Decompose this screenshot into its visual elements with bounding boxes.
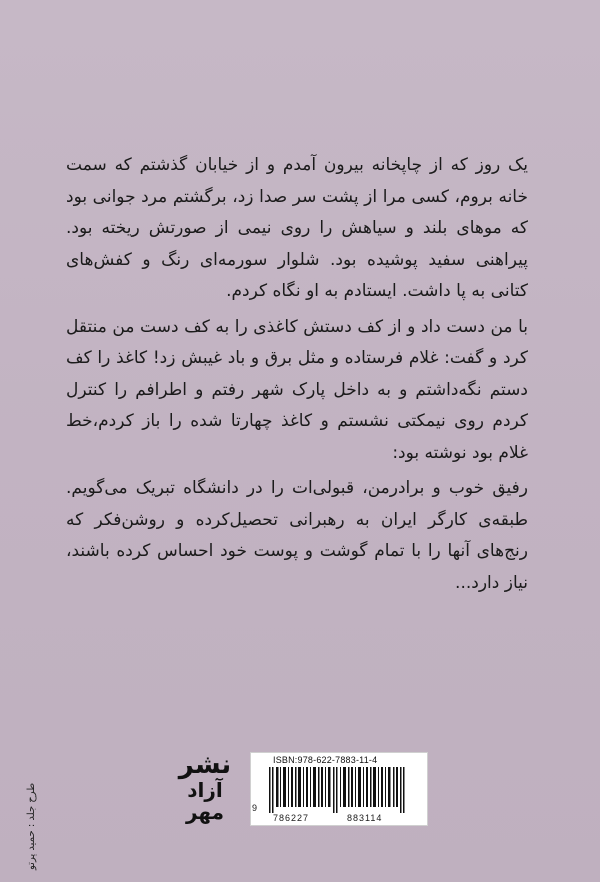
publisher-logo-line-1: نشر <box>178 750 232 780</box>
blurb-paragraph-1: یک روز که از چاپخانه بیرون آمدم و از خیابان گذشتم که سمت خانه بروم، کسی مرا از پشت سر صدا زد، برگشتم مرد جوانی بود که موهای بلند و سیاهش را روی نیمی از صورتش ریخته بود. پیراهنی سفید پوشیده بود. شلوار سورمه‌ای رنگ و کفش‌های کتانی به پا داشت. ایستادم به او نگاه کردم. <box>66 155 528 301</box>
isbn-barcode <box>250 752 428 826</box>
blurb-text <box>66 150 528 599</box>
barcode-bars <box>257 767 421 813</box>
publisher-logo-line-3: مهر <box>185 800 225 824</box>
blurb-paragraph-3: رفیق خوب و برادرمن، قبولی‌ات را در دانشگاه تبریک می‌گویم. طبقه‌ی کارگر ایران به رهبرانی تحصیل‌کرده و روشن‌فکر که رنج‌های آنها را با تمام گوشت و پوست خود احساس کرده باشند، نیاز دارد... <box>66 478 528 593</box>
publisher-logo-line-2: آزاد <box>187 778 223 802</box>
isbn-label: ISBN:978-622-7883-11-4 <box>273 755 378 765</box>
barcode-leading-digit: 9 <box>252 803 258 813</box>
barcode-digits-group-a: 786227 <box>273 813 310 823</box>
cover-design-credit: طرح جلد : حمید پرتو <box>26 782 37 870</box>
publisher-logo <box>172 748 238 826</box>
blurb-paragraph-2: با من دست داد و از کف دستش کاغذی را به کف دست من منتقل کرد و گفت: غلام فرستاده و مثل برق و باد غیبش زد! کاغذ را کف دستم نگه‌داشتم و به داخل پارک شهر رفتم و اطرافم را کنترل کردم روی نیمکتی نشستم و کاغذ چهارتا شده را باز کردم،خط غلام بود نوشته بود: <box>66 316 528 463</box>
barcode-digits-group-b: 883114 <box>347 813 383 823</box>
